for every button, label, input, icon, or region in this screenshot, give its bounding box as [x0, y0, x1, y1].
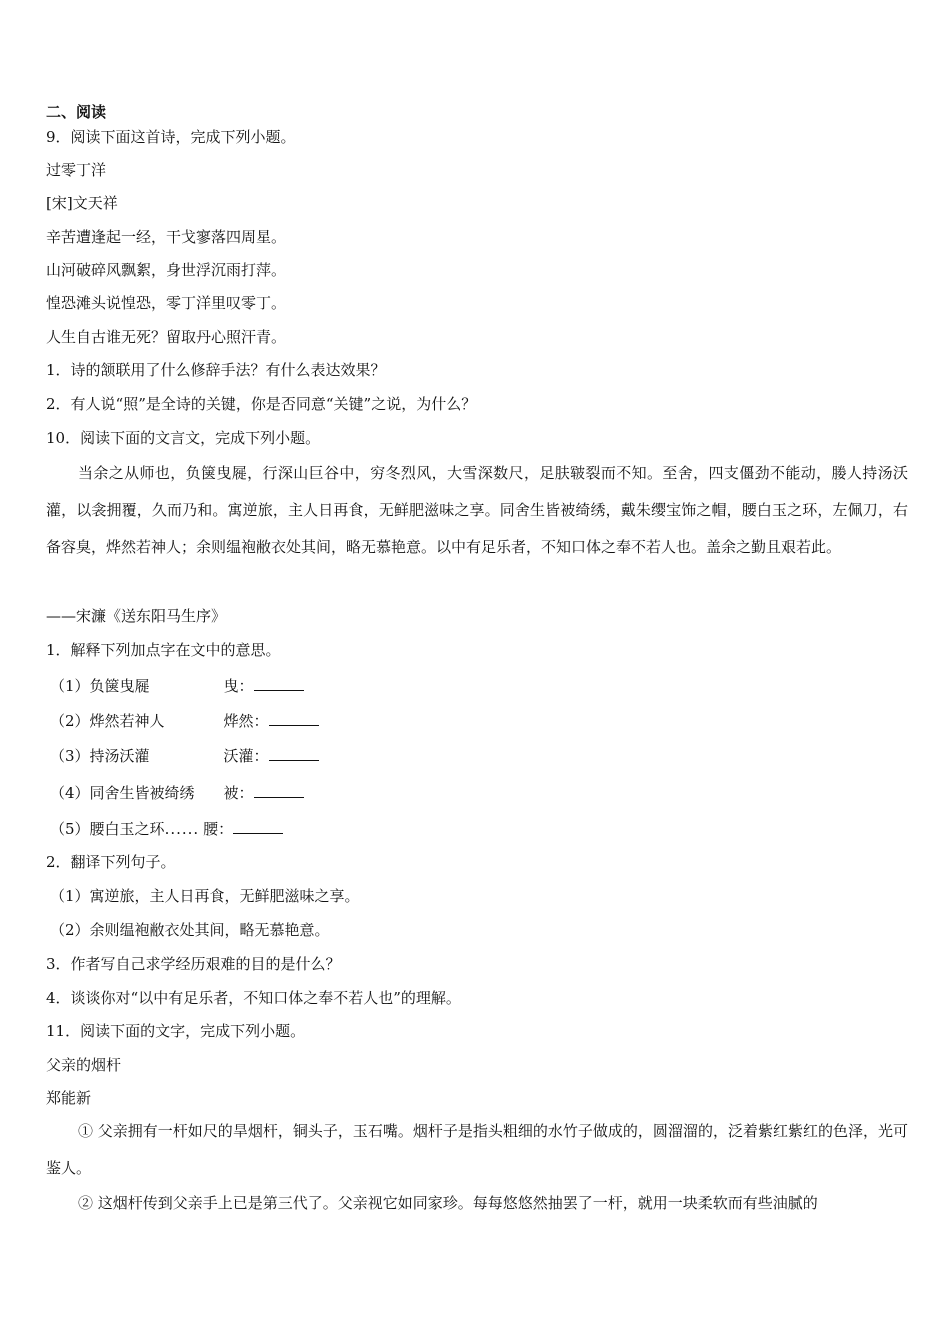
q10-intro: 10．阅读下面的文言文，完成下列小题。 [46, 429, 321, 447]
translation-item: （2）余则缊袍敝衣处其间，略无慕艳意。 [50, 921, 330, 939]
q10-sub4: 4．谈谈你对“以中有足乐者，不知口体之奉不若人也”的理解。 [46, 989, 461, 1007]
poem-line: 辛苦遭逢起一经，干戈寥落四周星。 [46, 228, 287, 246]
article-title: 父亲的烟杆 [46, 1056, 122, 1074]
answer-blank[interactable] [269, 745, 319, 761]
definition-item: （5）腰白玉之环...... 腰： [50, 818, 283, 839]
answer-blank[interactable] [254, 675, 304, 691]
article-paragraph-2: ② 这烟杆传到父亲手上已是第三代了。父亲视它如同家珍。每每悠悠然抽罢了一杆，就用一块柔软而有些油腻的 [78, 1194, 818, 1212]
q10-source: ——宋濂《送东阳马生序》 [46, 607, 227, 625]
q9-intro: 9．阅读下面这首诗，完成下列小题。 [46, 128, 296, 146]
poem-line: 山河破碎风飘絮，身世浮沉雨打萍。 [46, 261, 287, 279]
translation-item: （1）寓逆旅，主人日再食，无鲜肥滋味之享。 [50, 887, 360, 905]
answer-blank[interactable] [233, 818, 283, 834]
q10-passage: 当余之从师也，负箧曳屣，行深山巨谷中，穷冬烈风，大雪深数尺，足肤皲裂而不知。至舍，四支僵劲不能动，媵人持汤沃灌，以衾拥覆，久而乃和。寓逆旅，主人日再食，无鲜肥滋味之享。同舍生皆被绮绣，戴朱缨宝饰之帽，腰白玉之环，左佩刀，右备容臭，烨然若神人；余则缊袍敝衣处其间，略无慕艳意。以中有足乐者，不知口体之奉不若人也。盖余之勤且艰若此。 [46, 464, 908, 556]
poem-line: 人生自古谁无死？留取丹心照汗青。 [46, 328, 287, 346]
q11-intro: 11．阅读下面的文字，完成下列小题。 [46, 1022, 306, 1040]
q9-question-1: 1．诗的颔联用了什么修辞手法？有什么表达效果？ [46, 361, 386, 379]
poem-line: 惶恐滩头说惶恐，零丁洋里叹零丁。 [46, 294, 287, 312]
article-author: 郑能新 [46, 1089, 92, 1107]
poem-title: 过零丁洋 [46, 161, 107, 179]
answer-blank[interactable] [254, 782, 304, 798]
q9-question-2: 2．有人说“照”是全诗的关键，你是否同意“关键”之说，为什么？ [46, 395, 477, 413]
poem-author: [宋]文天祥 [46, 194, 118, 212]
q10-sub1-title: 1．解释下列加点字在文中的意思。 [46, 641, 281, 659]
definition-item: （2）烨然若神人 烨然： [50, 710, 319, 731]
section-title: 二、阅读 [46, 103, 107, 121]
definition-item: （1）负箧曳屣 曳： [50, 675, 304, 696]
q10-sub2-title: 2．翻译下列句子。 [46, 853, 176, 871]
article-paragraph-1: ① 父亲拥有一杆如尺的旱烟杆，铜头子，玉石嘴。烟杆子是指头粗细的水竹子做成的，圆溜溜的，泛着紫红紫红的色泽，光可鉴人。 [46, 1122, 908, 1177]
answer-blank[interactable] [269, 710, 319, 726]
q10-sub3: 3．作者写自己求学经历艰难的目的是什么？ [46, 955, 341, 973]
definition-item: （4）同舍生皆被绮绣 被： [50, 782, 304, 803]
definition-item: （3）持汤沃灌 沃灌： [50, 745, 319, 766]
emphasis-dots: ...... [164, 820, 200, 838]
